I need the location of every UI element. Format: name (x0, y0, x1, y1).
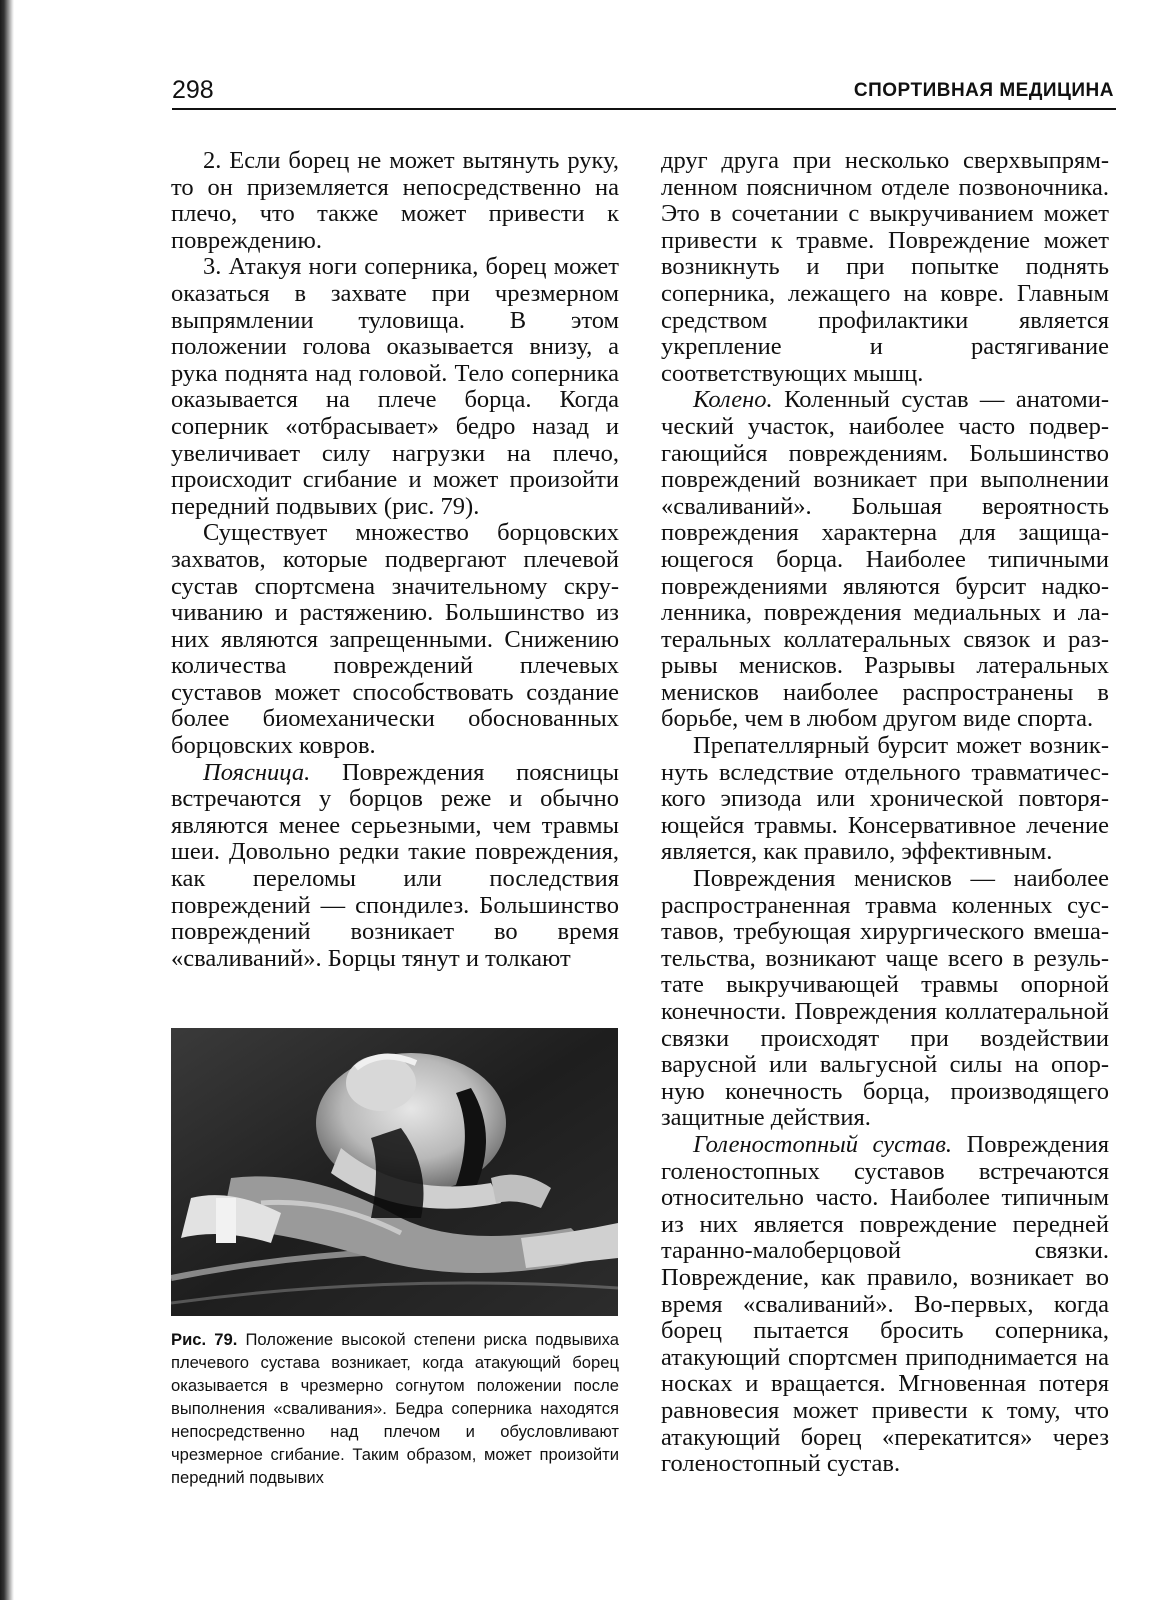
section-term: Колено. (693, 386, 773, 414)
paragraph: Существует множество борцовских захватов, которые подвергают плечевой сустав спортсмена значительному скручиванию и растяжению. Большинство из них являются запрещенными. Снижению количества повреждений плечевых суставов может способствовать создание более биомеханически обоснованных борцовских ковров. (171, 519, 619, 760)
page-number: 298 (172, 76, 214, 104)
paragraph: Повреждения менисков — наиболее распространенная травма коленных суставов, требующая хирургического вмешательства, возникают чаще всего в результате выкручивающей травмы опорной конечности. Повреждения коллатеральной связки происходят при воздействии варусной или вальгусной силы на опорную конечность борца, производящего защитные действия. (661, 865, 1109, 1132)
caption-label: Рис. 79. (171, 1330, 238, 1349)
wrestling-photo-illustration (171, 1028, 618, 1316)
paragraph-text: Повреждения голеностопных суставов встречаются относительно часто. Наиболее типичным из них является повреждение передней таранно-малоберцовой связки. Повреждение, как правило, возникает во время «сваливаний». Во-первых, когда борец пытается бросить соперника, атакующий спортсмен приподнимается на носках и вращается. Мгновенная потеря равновесия может привести к тому, что атакующий борец «перекатится» через голеностопный сустав. (661, 1130, 1109, 1478)
caption-text: Положение высокой степени риска подвывиха плечевого сустава возникает, когда атакующий борец оказывается в чрезмерно согнутом положении после выполнения «сваливания». Бедра соперника находятся непосредственно над плечом и обусловливают чрезмерное сгибание. Таким образом, может произойти передний подвывих (171, 1330, 619, 1487)
page-header (172, 74, 1116, 110)
wrestling-photo (171, 1028, 618, 1316)
paragraph (171, 760, 619, 973)
paragraph: друг друга при несколько сверхвыпрямленном поясничном отделе позвоночника. Это в сочетании с выкручиванием может привести к травме. Повреждение может возникнуть и при попытке поднять соперника, лежащего на ковре. Главным средством профилактики является укрепление и растягивание соответствующих мышц. (661, 147, 1109, 387)
paragraph-text: Коленный сустав — анатомический участок, наиболее часто подвергающийся повреждениям. Большинство повреждений возникает при выполнении «сваливаний». Большая вероятность повреждения характерна для защищающегося борца. Наиболее типичными повреждениями являются бурсит надколенника, повреждения медиальных и латеральных коллатеральных связок и разрывы менисков. Разрывы латеральных менисков наиболее распространены в борьбе, чем в любом другом виде спорта. (661, 386, 1109, 733)
paragraph: 3. Атакуя ноги соперника, борец может оказаться в захвате при чрезмерном выпрямлении туловища. В этом положении голова оказывается внизу, а рука поднята над головой. Тело соперника оказывается на плече борца. Когда соперник «отбрасывает» бедро назад и увеличивает силу нагрузки на плечо, происходит сгибание и может произойти передний подвывих (рис. 79). (171, 253, 619, 520)
running-head: СПОРТИВНАЯ МЕДИЦИНА (853, 80, 1114, 101)
section-term: Поясница. (203, 758, 311, 786)
page-binding-shadow (0, 0, 14, 1600)
figure-caption (171, 1328, 619, 1489)
paragraph: 2. Если борец не может вытянуть руку, то он приземляется непосредственно на плечо, что также может привести к повреждению. (171, 147, 619, 254)
section-term: Голеностопный сустав. (693, 1130, 952, 1158)
paragraph (661, 1132, 1109, 1478)
paragraph (661, 387, 1109, 733)
left-column (171, 148, 619, 972)
paragraph-text: Повреждения поясницы встречаются у борцов реже и обычно являются менее серьезными, чем травмы шеи. Довольно редки такие повреждения, как переломы или последствия повреждений — спондилез. Большинство повреждений возникает во время «сваливаний». Борцы тянут и толкают (171, 758, 619, 972)
right-column (661, 148, 1109, 1478)
paragraph: Препателлярный бурсит может возникнуть вследствие отдельного травматического эпизода или хронической повторяющейся травмы. Консервативное лечение является, как правило, эффективным. (661, 732, 1109, 866)
